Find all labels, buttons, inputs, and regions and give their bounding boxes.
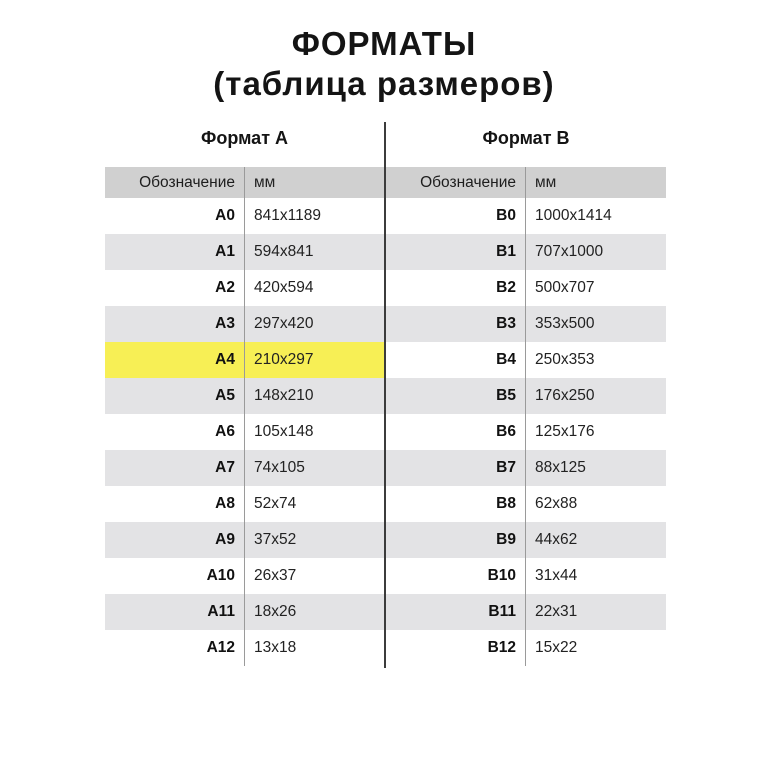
mm-cell: 26x37	[254, 567, 297, 584]
table-row	[105, 270, 384, 306]
page-subtitle: (таблица размеров)	[213, 65, 555, 102]
format-a-header-row	[105, 167, 384, 198]
mm-cell: 594x841	[254, 243, 314, 260]
table-row	[105, 234, 384, 270]
mm-cell: 1000x1414	[535, 207, 612, 224]
designation-cell: B5	[386, 378, 526, 414]
mm-cell: 353x500	[535, 315, 595, 332]
mm-cell: 420x594	[254, 279, 314, 296]
table-row	[105, 486, 384, 522]
mm-cell: 52x74	[254, 495, 297, 512]
designation-cell: B0	[386, 198, 526, 234]
designation-cell: A9	[105, 522, 245, 558]
designation-cell: A11	[105, 594, 245, 630]
format-b-label: Формат В	[482, 128, 570, 148]
designation-cell: A1	[105, 234, 245, 270]
table-row	[386, 594, 666, 630]
format-b-table	[386, 167, 666, 666]
page-title: ФОРМАТЫ	[291, 25, 477, 62]
designation-cell: B10	[386, 558, 526, 594]
mm-cell: 176x250	[535, 387, 595, 404]
designation-cell: B2	[386, 270, 526, 306]
format-b-table-body	[386, 198, 666, 666]
mm-cell: 88x125	[535, 459, 586, 476]
table-row	[105, 630, 384, 666]
mm-cell: 707x1000	[535, 243, 604, 260]
designation-cell: B11	[386, 594, 526, 630]
designation-cell: B12	[386, 630, 526, 666]
format-a-table	[105, 167, 384, 666]
mm-cell: 125x176	[535, 423, 595, 440]
designation-cell: B6	[386, 414, 526, 450]
designation-column-header: Обозначение	[386, 167, 526, 198]
table-row	[386, 270, 666, 306]
designation-cell: A12	[105, 630, 245, 666]
mm-cell: 297x420	[254, 315, 314, 332]
mm-cell: 22x31	[535, 603, 578, 620]
designation-cell: A8	[105, 486, 245, 522]
table-row-highlighted	[105, 342, 384, 378]
mm-cell: 37x52	[254, 531, 297, 548]
format-a-table-body	[105, 198, 384, 666]
mm-cell: 31x44	[535, 567, 578, 584]
mm-cell: 500x707	[535, 279, 595, 296]
mm-cell: 148x210	[254, 387, 314, 404]
mm-cell: 210x297	[254, 351, 314, 368]
mm-cell: 13x18	[254, 639, 297, 656]
table-row	[386, 234, 666, 270]
table-row	[105, 198, 384, 234]
mm-cell: 841x1189	[254, 207, 321, 224]
mm-column-header: мм	[535, 173, 557, 191]
designation-cell: B8	[386, 486, 526, 522]
mm-cell: 105x148	[254, 423, 314, 440]
table-row	[386, 486, 666, 522]
designation-cell: A3	[105, 306, 245, 342]
table-row	[105, 306, 384, 342]
table-row	[386, 198, 666, 234]
mm-cell: 44x62	[535, 531, 578, 548]
designation-cell: B9	[386, 522, 526, 558]
designation-cell: B1	[386, 234, 526, 270]
mm-cell: 250x353	[535, 351, 595, 368]
designation-cell: A2	[105, 270, 245, 306]
designation-cell: B4	[386, 342, 526, 378]
format-b-header-row	[386, 167, 666, 198]
table-row	[386, 630, 666, 666]
mm-cell: 74x105	[254, 459, 305, 476]
mm-column-header: мм	[254, 173, 276, 191]
designation-cell: A10	[105, 558, 245, 594]
table-row	[386, 306, 666, 342]
table-row	[105, 450, 384, 486]
mm-cell: 15x22	[535, 639, 578, 656]
table-row	[386, 342, 666, 378]
designation-column-header: Обозначение	[105, 167, 245, 198]
designation-cell: A5	[105, 378, 245, 414]
designation-cell: A0	[105, 198, 245, 234]
designation-cell: A7	[105, 450, 245, 486]
format-a-label: Формат А	[200, 128, 289, 148]
table-row	[105, 594, 384, 630]
table-row	[386, 450, 666, 486]
table-row	[105, 378, 384, 414]
designation-cell: A6	[105, 414, 245, 450]
table-row	[105, 558, 384, 594]
mm-cell: 18x26	[254, 603, 297, 620]
table-row	[105, 414, 384, 450]
table-row	[105, 522, 384, 558]
table-row	[386, 522, 666, 558]
table-row	[386, 558, 666, 594]
designation-cell: B7	[386, 450, 526, 486]
designation-cell: B3	[386, 306, 526, 342]
mm-cell: 62x88	[535, 495, 578, 512]
table-row	[386, 378, 666, 414]
designation-cell: A4	[105, 342, 245, 378]
table-row	[386, 414, 666, 450]
